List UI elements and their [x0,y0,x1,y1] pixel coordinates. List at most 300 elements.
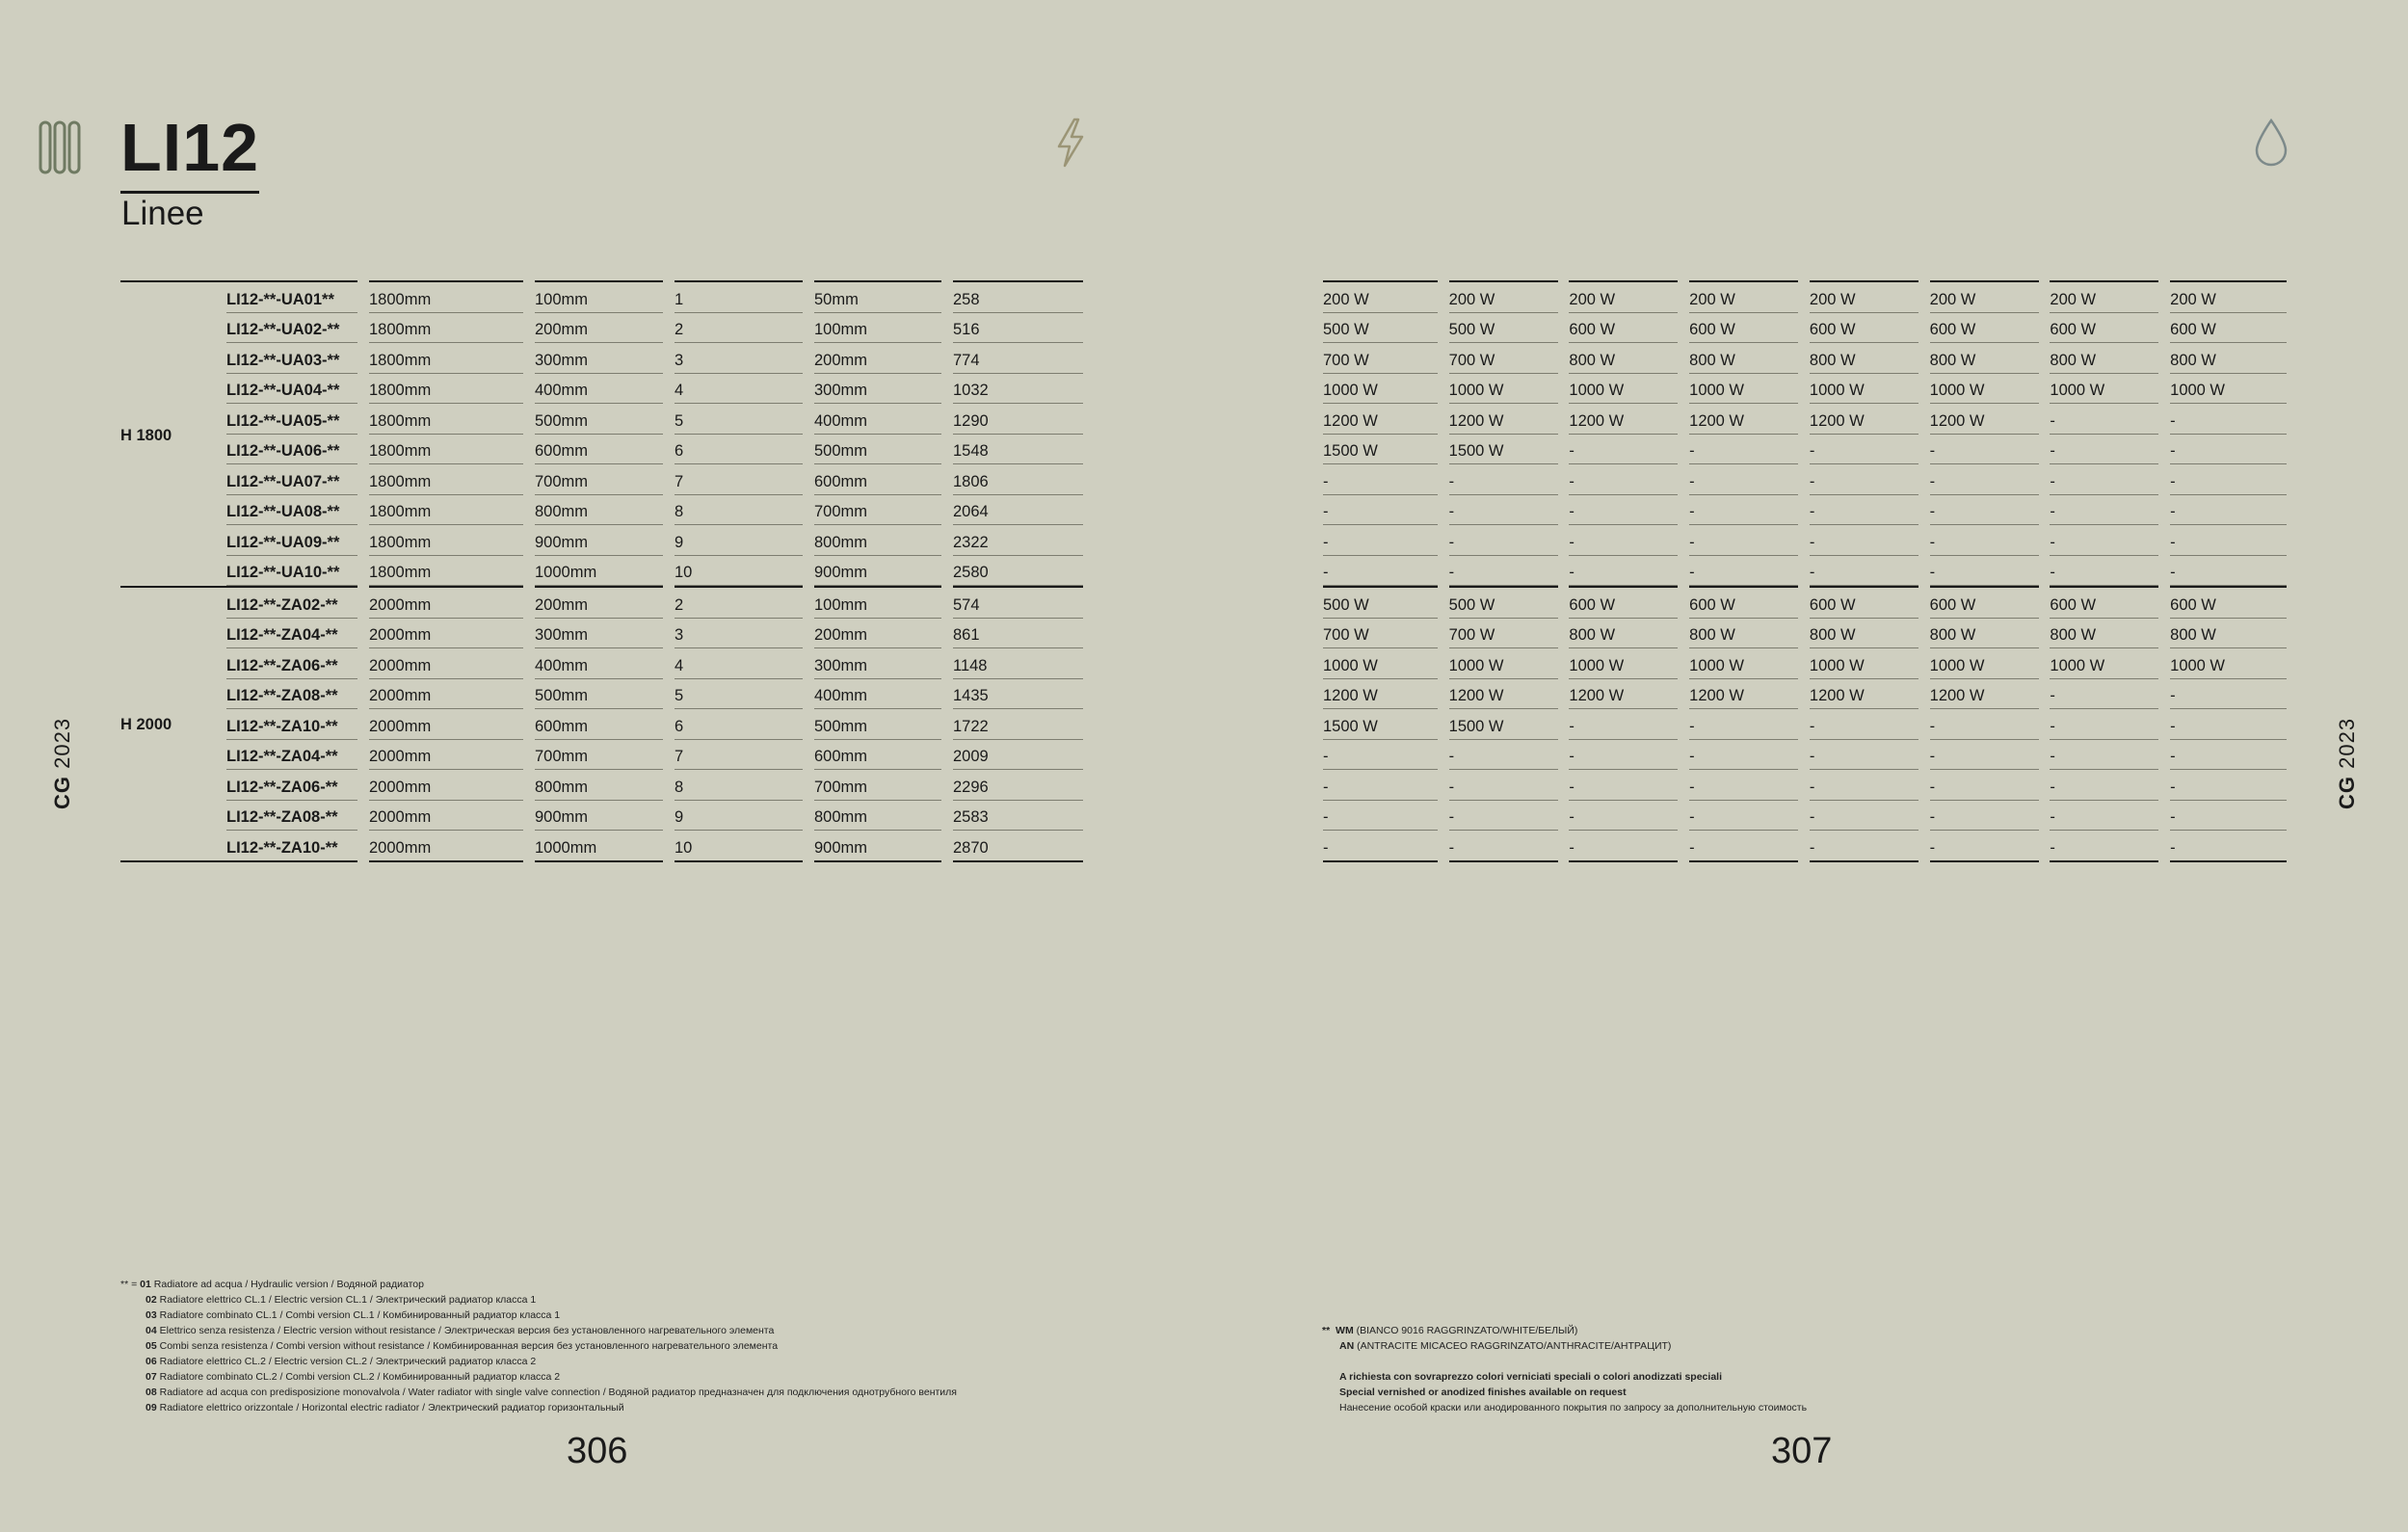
table-row [1323,648,2287,679]
table-cell: 700mm [535,464,663,495]
power-cell: - [2050,831,2158,862]
table-cell: 2000mm [369,648,523,679]
power-cell: - [1810,709,1918,740]
power-cell: 1500 W [1449,709,1558,740]
product-code: LI12-**-ZA08-** [226,801,357,832]
table-cell: 800mm [535,495,663,526]
table-cell: 900mm [814,556,941,587]
power-cell: - [1569,495,1678,526]
table-cell: 1800mm [369,556,523,587]
power-cell: 800 W [1569,619,1678,649]
product-code: LI12-**-UA08-** [226,495,357,526]
power-cell: - [1930,831,2039,862]
table-cell: 400mm [535,648,663,679]
power-cell: 200 W [1323,280,1438,313]
table-cell: 700mm [814,495,941,526]
table-cell: 300mm [814,374,941,405]
table-cell: 3 [675,619,803,649]
power-cell: - [2170,435,2287,465]
table-cell: 258 [953,280,1083,313]
power-cell: 1200 W [1689,679,1798,710]
table-cell: 1800mm [369,464,523,495]
product-code: LI12-**-ZA06-** [226,770,357,801]
power-cell: - [2050,801,2158,832]
power-cell: - [1689,495,1798,526]
footnote-item: 02 Radiatore elettrico CL.1 / Electric version CL.1 / Электрический радиатор класса 1 [146,1294,537,1306]
power-cell: 1500 W [1323,709,1438,740]
power-cell: 1200 W [1569,679,1678,710]
table-cell: 500mm [535,679,663,710]
footnote-item: 09 Radiatore elettrico orizzontale / Horizontal electric radiator / Электрический радиатор горизонтальный [146,1402,624,1413]
table-cell: 600mm [535,435,663,465]
power-cell: - [1569,435,1678,465]
power-cell: - [2170,740,2287,771]
power-cell: 1000 W [2170,648,2287,679]
power-cell: - [1569,801,1678,832]
power-cell: 200 W [1810,280,1918,313]
power-cell: 1200 W [1449,404,1558,435]
table-cell: 2000mm [369,619,523,649]
product-table [120,280,1083,862]
product-code: LI12-**-ZA04-** [226,740,357,771]
product-code: LI12-**-UA09-** [226,525,357,556]
product-code: LI12-**-ZA08-** [226,679,357,710]
power-cell: - [2170,464,2287,495]
table-cell: 1722 [953,709,1083,740]
power-cell: 1000 W [1930,374,2039,405]
table-cell: 1800mm [369,343,523,374]
power-cell: 200 W [2050,280,2158,313]
power-cell: - [1810,495,1918,526]
power-table [1323,280,2287,862]
table-cell: 2296 [953,770,1083,801]
power-cell: - [1323,801,1438,832]
table-cell: 2870 [953,831,1083,862]
electric-bolt-icon [1055,118,1086,168]
table-row [120,586,1083,619]
power-cell: - [1323,740,1438,771]
table-cell: 800mm [814,801,941,832]
power-cell: 800 W [2170,343,2287,374]
power-cell: 700 W [1323,343,1438,374]
table-cell: 1 [675,280,803,313]
power-cell: - [2050,525,2158,556]
table-cell: 774 [953,343,1083,374]
power-cell: 800 W [2170,619,2287,649]
footnote-item: 05 Combi senza resistenza / Combi version without resistance / Комбинированная версия без установленного нагревательного элемента [146,1340,779,1352]
power-cell: 600 W [1930,586,2039,619]
table-cell: 1800mm [369,313,523,344]
table-row [120,619,1083,649]
power-cell: - [2170,770,2287,801]
power-cell: 1000 W [2170,374,2287,405]
water-drop-icon [2252,118,2290,168]
power-cell: - [1689,740,1798,771]
power-cell: 1000 W [1323,374,1438,405]
table-cell: 2000mm [369,801,523,832]
power-cell: 1200 W [1569,404,1678,435]
table-cell: 6 [675,435,803,465]
footnote-item: ** = 01 Radiatore ad acqua / Hydraulic version / Водяной радиатор [120,1279,424,1290]
power-cell: - [1323,495,1438,526]
power-cell: - [1689,801,1798,832]
power-cell: 800 W [2050,619,2158,649]
table-cell: 500mm [814,435,941,465]
power-cell: - [1689,831,1798,862]
table-row [1323,740,2287,771]
power-cell: - [1930,525,2039,556]
power-cell: - [2050,679,2158,710]
power-cell: - [1930,435,2039,465]
power-cell: 1000 W [1449,374,1558,405]
power-cell: - [1689,464,1798,495]
power-cell: - [1810,770,1918,801]
power-cell: - [1810,801,1918,832]
power-cell: - [1930,556,2039,587]
table-row [1323,586,2287,619]
table-cell: 1806 [953,464,1083,495]
power-cell: 200 W [1449,280,1558,313]
table-row [120,374,1083,405]
power-cell: - [2170,801,2287,832]
table-row [120,709,1083,740]
power-cell: - [2050,404,2158,435]
power-cell: 600 W [2050,313,2158,344]
table-cell: 5 [675,679,803,710]
power-cell: 1000 W [1689,648,1798,679]
table-cell: 200mm [535,586,663,619]
power-cell: - [2050,740,2158,771]
table-cell: 800mm [814,525,941,556]
height-group-label: H 1800 [120,280,226,586]
footnote-item: 06 Radiatore elettrico CL.2 / Electric version CL.2 / Электрический радиатор класса 2 [146,1356,537,1367]
table-row [120,313,1083,344]
power-cell: - [1449,740,1558,771]
power-cell: 1000 W [1323,648,1438,679]
side-label-right: CG 2023 [2335,717,2359,809]
table-cell: 1800mm [369,435,523,465]
power-cell: 600 W [1569,586,1678,619]
table-cell: 2 [675,586,803,619]
power-cell: - [1689,556,1798,587]
table-cell: 500mm [535,404,663,435]
power-cell: - [1569,556,1678,587]
footnotes-right: ** WM (BIANCO 9016 RAGGRINZATO/WHITE/БЕЛЫЙ) AN (ANTRACITE MICACEO RAGGRINZATO/ANTHRACITE/АНТРАЦИТ) A richiesta con sovraprezzo colori verniciati speciali o colori anodizzati speciali Special vernished or anodized finishes available on request Нанесение особой краски или анодированного покрытия по запросу за дополнительную стоимость [1322,1325,1808,1413]
table-cell: 7 [675,464,803,495]
product-code: LI12-**-ZA10-** [226,831,357,862]
table-cell: 1800mm [369,404,523,435]
power-cell: 1500 W [1323,435,1438,465]
table-cell: 4 [675,374,803,405]
power-cell: - [1449,801,1558,832]
table-cell: 10 [675,556,803,587]
power-cell: - [1810,740,1918,771]
power-cell: - [1449,831,1558,862]
power-cell: - [1323,556,1438,587]
power-cell: 1000 W [1569,648,1678,679]
power-cell: 500 W [1323,586,1438,619]
power-cell: - [2050,435,2158,465]
table-cell: 600mm [814,464,941,495]
footnote-item: 08 Radiatore ad acqua con predisposizione monovalvola / Water radiator with single valve connection / Водяной радиатор предназначен для подключения однотрубного вентиля [146,1387,957,1398]
product-code: LI12-**-UA06-** [226,435,357,465]
product-code: LI12-**-UA01** [226,280,357,313]
table-row [120,801,1083,832]
power-cell: 1200 W [1810,679,1918,710]
power-cell: - [1323,525,1438,556]
product-code: LI12-**-UA04-** [226,374,357,405]
table-row [1323,770,2287,801]
table-cell: 1800mm [369,525,523,556]
table-row [120,770,1083,801]
power-cell: - [1930,770,2039,801]
table-cell: 800mm [535,770,663,801]
table-cell: 1800mm [369,280,523,313]
table-cell: 2000mm [369,709,523,740]
power-cell: - [2170,679,2287,710]
table-cell: 1148 [953,648,1083,679]
power-cell: 1000 W [1810,374,1918,405]
table-cell: 400mm [814,679,941,710]
power-cell: 800 W [1930,619,2039,649]
power-cell: 800 W [1810,619,1918,649]
power-cell: 1000 W [1449,648,1558,679]
table-cell: 1290 [953,404,1083,435]
product-code: LI12-**-UA05-** [226,404,357,435]
table-cell: 500mm [814,709,941,740]
page-subtitle: Linee [121,195,204,232]
power-cell: - [1569,709,1678,740]
table-cell: 8 [675,495,803,526]
table-cell: 2000mm [369,740,523,771]
power-cell: - [2170,709,2287,740]
table-row [120,648,1083,679]
product-code: LI12-**-UA03-** [226,343,357,374]
power-cell: 600 W [1569,313,1678,344]
table-cell: 1800mm [369,495,523,526]
table-cell: 700mm [814,770,941,801]
footnote-item: 03 Radiatore combinato CL.1 / Combi version CL.1 / Комбинированный радиатор класса 1 [146,1309,561,1321]
product-code: LI12-**-UA10-** [226,556,357,587]
power-cell: 700 W [1449,619,1558,649]
power-cell: 200 W [1930,280,2039,313]
power-cell: - [1689,770,1798,801]
table-row [1323,801,2287,832]
power-cell: - [1930,495,2039,526]
power-cell: 800 W [1689,343,1798,374]
table-cell: 100mm [814,313,941,344]
power-cell: 600 W [1810,586,1918,619]
power-cell: - [1810,435,1918,465]
table-cell: 516 [953,313,1083,344]
table-cell: 8 [675,770,803,801]
power-cell: - [1810,556,1918,587]
power-cell: - [2050,709,2158,740]
power-cell: - [2170,525,2287,556]
power-cell: - [2050,464,2158,495]
table-cell: 2064 [953,495,1083,526]
power-cell: 500 W [1323,313,1438,344]
table-cell: 200mm [814,343,941,374]
table-cell: 7 [675,740,803,771]
table-row [1323,313,2287,344]
power-cell: 800 W [1569,343,1678,374]
page-number-left: 306 [567,1431,628,1471]
power-cell: - [2170,831,2287,862]
table-row [120,679,1083,710]
power-cell: 1000 W [1810,648,1918,679]
table-cell: 300mm [814,648,941,679]
power-cell: 1200 W [1689,404,1798,435]
table-cell: 4 [675,648,803,679]
power-cell: - [1449,495,1558,526]
table-cell: 50mm [814,280,941,313]
table-cell: 6 [675,709,803,740]
table-cell: 100mm [535,280,663,313]
table-cell: 2000mm [369,770,523,801]
power-cell: - [1449,525,1558,556]
power-cell: 1200 W [1449,679,1558,710]
power-cell: 1000 W [2050,648,2158,679]
table-row [120,404,1083,435]
table-cell: 1548 [953,435,1083,465]
power-cell: 1000 W [2050,374,2158,405]
height-group-label: H 2000 [120,586,226,862]
page-number-right: 307 [1771,1431,1833,1471]
table-cell: 2580 [953,556,1083,587]
power-cell: - [1569,525,1678,556]
table-cell: 1000mm [535,556,663,587]
power-cell: - [1323,831,1438,862]
power-cell: - [1689,709,1798,740]
table-row [1323,831,2287,862]
power-cell: - [1810,831,1918,862]
table-cell: 5 [675,404,803,435]
table-row [120,280,1083,313]
table-row [1323,619,2287,649]
product-code: LI12-**-UA02-** [226,313,357,344]
table-row [120,343,1083,374]
power-cell: - [1689,435,1798,465]
table-row [1323,404,2287,435]
table-row [1323,435,2287,465]
power-cell: 600 W [2170,586,2287,619]
power-cell: 800 W [2050,343,2158,374]
table-cell: 2000mm [369,831,523,862]
power-cell: 600 W [1689,586,1798,619]
power-cell: 1500 W [1449,435,1558,465]
power-cell: 800 W [1689,619,1798,649]
power-cell: - [2050,556,2158,587]
table-row [1323,495,2287,526]
table-cell: 3 [675,343,803,374]
product-code: LI12-**-UA07-** [226,464,357,495]
power-cell: - [1810,525,1918,556]
table-cell: 400mm [535,374,663,405]
table-cell: 2583 [953,801,1083,832]
table-cell: 2 [675,313,803,344]
power-cell: - [1569,831,1678,862]
power-cell: 1000 W [1689,374,1798,405]
power-cell: 1200 W [1323,404,1438,435]
radiator-icon [39,120,81,174]
table-cell: 600mm [535,709,663,740]
power-cell: - [1930,801,2039,832]
table-row [120,525,1083,556]
table-row [120,556,1083,587]
power-cell: - [2170,404,2287,435]
table-cell: 2322 [953,525,1083,556]
power-cell: - [1449,464,1558,495]
table-cell: 1800mm [369,374,523,405]
power-cell: 500 W [1449,313,1558,344]
product-code: LI12-**-ZA06-** [226,648,357,679]
power-cell: 200 W [1689,280,1798,313]
power-cell: - [1323,770,1438,801]
table-row [1323,374,2287,405]
power-cell: - [1323,464,1438,495]
table-row [1323,280,2287,313]
power-cell: 200 W [2170,280,2287,313]
power-cell: 700 W [1323,619,1438,649]
footnote-item: 07 Radiatore combinato CL.2 / Combi version CL.2 / Комбинированный радиатор класса 2 [146,1371,561,1383]
table-row [120,740,1083,771]
table-cell: 900mm [814,831,941,862]
power-cell: 1200 W [1810,404,1918,435]
power-cell: 600 W [1930,313,2039,344]
power-cell: - [2050,770,2158,801]
table-row [1323,556,2287,587]
power-cell: - [1810,464,1918,495]
power-cell: - [1569,464,1678,495]
table-cell: 100mm [814,586,941,619]
table-cell: 2009 [953,740,1083,771]
power-cell: - [1449,556,1558,587]
table-cell: 300mm [535,343,663,374]
power-cell: 1000 W [1569,374,1678,405]
power-cell: - [2050,495,2158,526]
table-cell: 900mm [535,801,663,832]
power-cell: - [1930,740,2039,771]
table-cell: 10 [675,831,803,862]
power-cell: - [1449,770,1558,801]
table-cell: 9 [675,801,803,832]
power-cell: - [2170,556,2287,587]
table-cell: 200mm [814,619,941,649]
table-cell: 1435 [953,679,1083,710]
table-cell: 574 [953,586,1083,619]
table-row [1323,343,2287,374]
table-cell: 200mm [535,313,663,344]
power-cell: 600 W [1689,313,1798,344]
side-label-left: CG 2023 [50,717,74,809]
table-row [120,435,1083,465]
table-row [120,831,1083,862]
table-cell: 2000mm [369,679,523,710]
table-cell: 1032 [953,374,1083,405]
power-cell: 1200 W [1930,679,2039,710]
page-title: LI12 [120,104,259,194]
power-cell: - [1930,709,2039,740]
power-cell: 1200 W [1323,679,1438,710]
product-code: LI12-**-ZA10-** [226,709,357,740]
power-cell: 1000 W [1930,648,2039,679]
footnotes-left [120,1277,957,1415]
table-cell: 2000mm [369,586,523,619]
table-row [1323,679,2287,710]
power-cell: 800 W [1930,343,2039,374]
table-row [1323,525,2287,556]
